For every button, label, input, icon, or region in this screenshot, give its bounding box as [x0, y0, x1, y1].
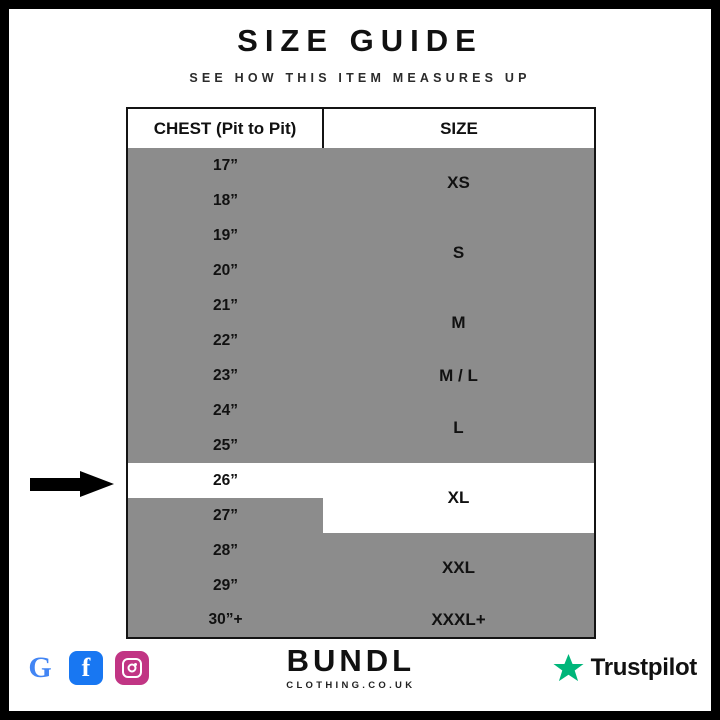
facebook-glyph: f — [81, 653, 91, 682]
table-row[interactable] — [127, 148, 595, 183]
table-row-highlighted[interactable] — [127, 463, 595, 498]
size-guide-content — [9, 9, 711, 711]
footer — [9, 639, 711, 697]
chest-value: 21” — [127, 288, 323, 323]
table-row[interactable] — [127, 358, 595, 393]
size-value: L — [323, 393, 595, 463]
size-value: XS — [323, 148, 595, 218]
page-subtitle: SEE HOW THIS ITEM MEASURES UP — [189, 71, 531, 85]
chest-value: 30”+ — [127, 603, 323, 638]
facebook-icon[interactable] — [69, 651, 103, 685]
page-title: SIZE GUIDE — [237, 23, 483, 58]
chest-value: 25” — [127, 428, 323, 463]
chest-value: 20” — [127, 253, 323, 288]
size-table — [126, 107, 596, 639]
size-value-selected: XL — [323, 463, 595, 533]
chest-value: 27” — [127, 498, 323, 533]
star-icon — [553, 653, 584, 684]
size-value: S — [323, 218, 595, 288]
chest-value: 28” — [127, 533, 323, 568]
column-header-size: SIZE — [323, 108, 595, 148]
instagram-frame — [122, 658, 142, 678]
chest-value: 29” — [127, 568, 323, 603]
column-header-chest: CHEST (Pit to Pit) — [127, 108, 323, 148]
table-row[interactable] — [127, 288, 595, 323]
chest-value: 24” — [127, 393, 323, 428]
brand-logo — [149, 645, 553, 691]
instagram-dot — [134, 663, 137, 666]
chest-value: 18” — [127, 183, 323, 218]
chest-value: 23” — [127, 358, 323, 393]
chest-value-selected: 26” — [127, 463, 323, 498]
chest-value: 22” — [127, 323, 323, 358]
table-row[interactable] — [127, 533, 595, 568]
table-row[interactable] — [127, 218, 595, 253]
chest-value: 19” — [127, 218, 323, 253]
instagram-icon[interactable] — [115, 651, 149, 685]
google-glyph: G — [28, 651, 52, 684]
table-row[interactable] — [127, 603, 595, 638]
brand-name: BUNDL — [286, 643, 416, 678]
trustpilot-logo[interactable] — [553, 653, 697, 684]
size-table-wrapper — [126, 107, 594, 639]
brand-domain: CLOTHING.CO.UK — [286, 680, 416, 691]
table-header-row — [127, 108, 595, 148]
size-value: XXL — [323, 533, 595, 603]
trustpilot-label: Trustpilot — [590, 654, 697, 681]
chest-value: 17” — [127, 148, 323, 183]
size-value: M — [323, 288, 595, 358]
google-icon[interactable] — [23, 651, 57, 685]
selection-arrow-icon — [30, 471, 116, 497]
social-links — [23, 651, 149, 685]
size-value: M / L — [323, 358, 595, 393]
table-row[interactable] — [127, 393, 595, 428]
size-value: XXXL+ — [323, 603, 595, 638]
